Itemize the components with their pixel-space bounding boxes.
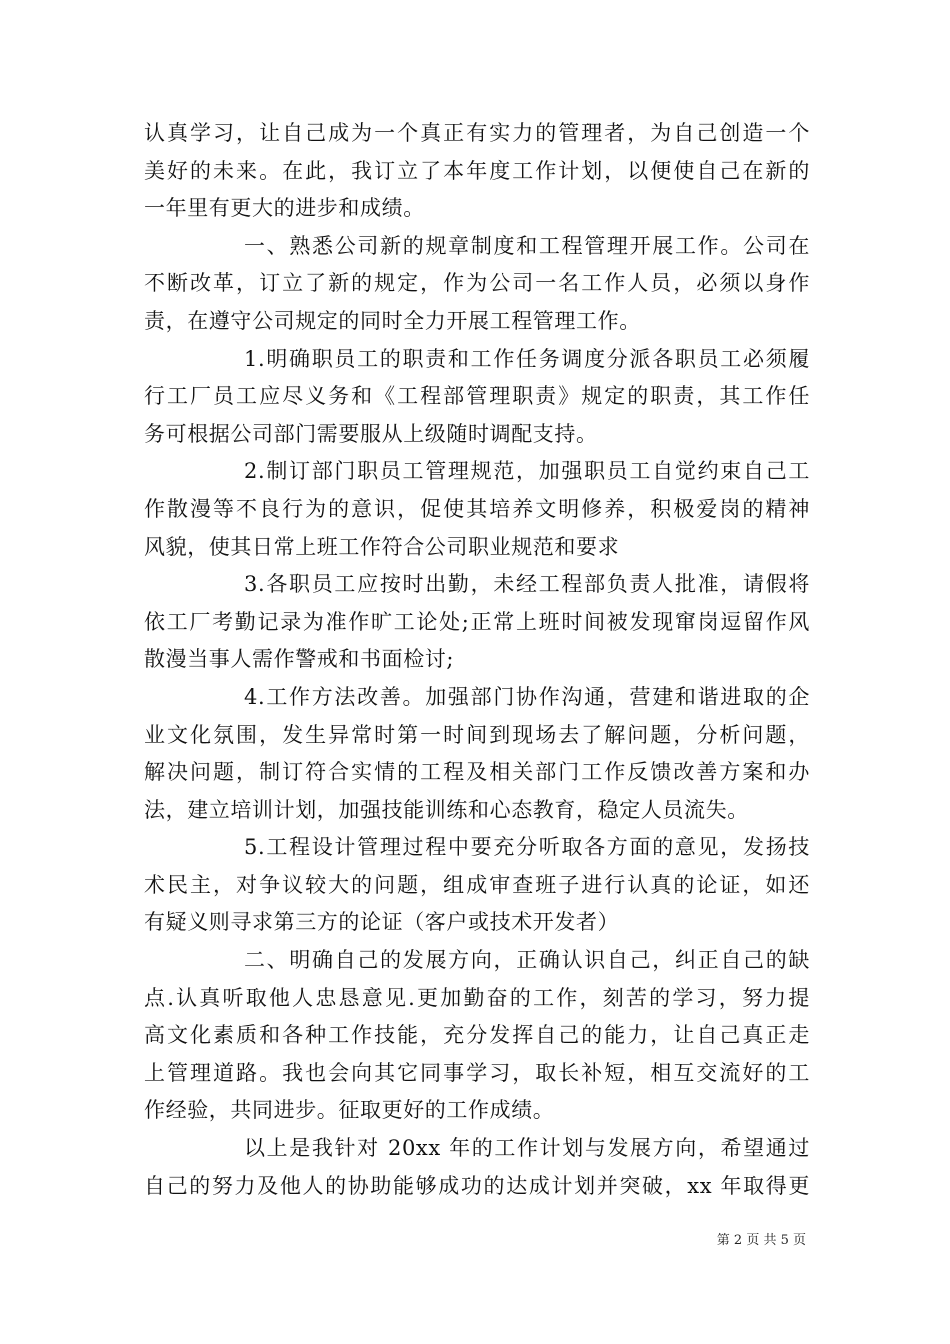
section-heading-line: 二、明确自己的发展方向，正确认识自己，纠正自己的缺 bbox=[244, 948, 810, 973]
text-line: 依工厂考勤记录为准作旷工论处;正常上班时间被发现窜岗逗留作风 bbox=[144, 609, 810, 634]
text-line: 高文化素质和各种工作技能，充分发挥自己的能力，让自己真正走 bbox=[144, 1023, 810, 1048]
text-line: 上管理道路。我也会向其它同事学习，取长补短，相互交流好的工 bbox=[144, 1060, 810, 1085]
text-line: 点.认真听取他人忠恳意见.更加勤奋的工作，刻苦的学习，努力提 bbox=[144, 985, 810, 1010]
list-item-line: 1.明确职员工的职责和工作任务调度分派各职员工必须履 bbox=[244, 346, 810, 371]
text-line: 美好的未来。在此，我订立了本年度工作计划，以便使自己在新的 bbox=[144, 158, 810, 183]
text-line: 责，在遵守公司规定的同时全力开展工程管理工作。 bbox=[144, 308, 641, 333]
list-item-line: 3.各职员工应按时出勤，未经工程部负责人批准，请假将 bbox=[244, 572, 810, 597]
text-line: 风貌，使其日常上班工作符合公司职业规范和要求 bbox=[144, 534, 620, 559]
text-line: 认真学习，让自己成为一个真正有实力的管理者，为自己创造一个 bbox=[144, 121, 810, 145]
text-line: 行工厂员工应尽义务和《工程部管理职责》规定的职责，其工作任 bbox=[144, 384, 810, 409]
text-line: 有疑义则寻求第三方的论证（客户或技术开发者） bbox=[144, 910, 620, 935]
text-line: 解决问题，制订符合实情的工程及相关部门工作反馈改善方案和办 bbox=[144, 760, 810, 785]
paragraph-start-line: 以上是我针对 20xx 年的工作计划与发展方向，希望通过 bbox=[244, 1136, 810, 1161]
text-line: 作散漫等不良行为的意识，促使其培养文明修养，积极爱岗的精神 bbox=[144, 496, 810, 521]
page-number-footer: 第 2 页 共 5 页 bbox=[716, 1233, 806, 1248]
section-heading-line: 一、熟悉公司新的规章制度和工程管理开展工作。公司在 bbox=[244, 233, 810, 258]
text-line: 一年里有更大的进步和成绩。 bbox=[144, 196, 425, 221]
text-line: 务可根据公司部门需要服从上级随时调配支持。 bbox=[144, 421, 598, 446]
text-line: 业文化氛围，发生异常时第一时间到现场去了解问题，分析问题， bbox=[144, 722, 810, 747]
text-line: 术民主，对争议较大的问题，组成审查班子进行认真的论证，如还 bbox=[144, 872, 810, 897]
text-line: 散漫当事人需作警戒和书面检讨; bbox=[144, 647, 455, 672]
text-line: 自己的努力及他人的协助能够成功的达成计划并突破，xx 年取得更 bbox=[144, 1173, 810, 1198]
text-line: 作经验，共同进步。征取更好的工作成绩。 bbox=[144, 1098, 555, 1123]
list-item-line: 2.制订部门职员工管理规范，加强职员工自觉约束自己工 bbox=[244, 459, 810, 484]
list-item-line: 4.工作方法改善。加强部门协作沟通，营建和谐进取的企 bbox=[244, 684, 810, 709]
text-line: 法，建立培训计划，加强技能训练和心态教育，稳定人员流失。 bbox=[144, 797, 749, 822]
document-body bbox=[144, 115, 810, 1205]
text-line: 不断改革，订立了新的规定，作为公司一名工作人员，必须以身作 bbox=[144, 271, 810, 296]
list-item-line: 5.工程设计管理过程中要充分听取各方面的意见，发扬技 bbox=[244, 835, 810, 860]
